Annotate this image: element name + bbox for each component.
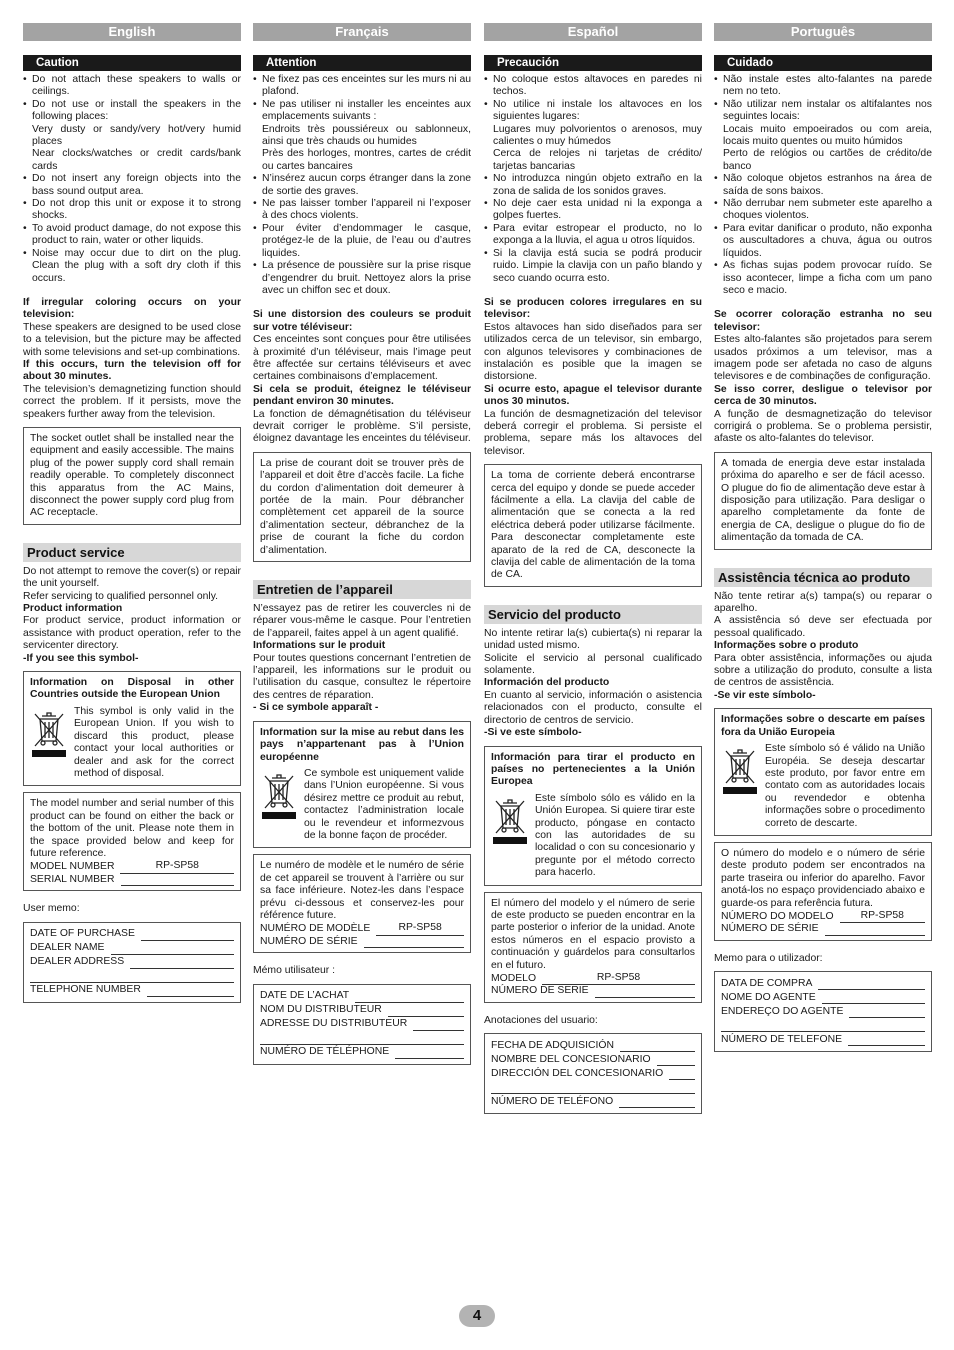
tv-heading-2: Si cela se produit, éteignez le téléviseur pendant environ 30 minutes. <box>253 383 471 408</box>
symbol-line: -Se vir este símbolo- <box>714 689 816 701</box>
column-es <box>484 23 702 1114</box>
language-header: Français <box>253 23 471 41</box>
tv-heading-2: If this occurs, turn the television off for about 30 minutes. <box>23 358 241 383</box>
memo-field <box>30 928 234 941</box>
memo-field-line[interactable] <box>30 970 234 983</box>
memo-field <box>30 970 234 983</box>
user-memo-box <box>23 922 241 1003</box>
service-text: No intente retirar la(s) cubierta(s) ni reparar la unidad usted mismo. <box>484 627 702 652</box>
model-number-note: The model number and serial number of this product can be found on either the back or the bottom of the unit. Please note them in the space provided below and keep for future reference. <box>30 798 234 859</box>
product-info-heading: Product information <box>23 603 123 615</box>
disposal-info-box <box>253 721 471 849</box>
socket-notice-box <box>253 452 471 562</box>
memo-field-line[interactable] <box>822 991 925 1004</box>
model-label: NÚMERO DO MODELO <box>721 910 834 922</box>
tv-heading: Se ocorrer coloração estranha no seu televisor: <box>714 309 932 333</box>
memo-field <box>491 1081 695 1094</box>
symbol-line: -If you see this symbol- <box>23 652 139 664</box>
service-title: Entretien de l’appareil <box>253 580 471 599</box>
caution-item <box>253 74 471 99</box>
user-memo-box <box>714 971 932 1052</box>
caution-item <box>714 173 932 198</box>
caution-item-text: • No utilice ni instale los altavoces en los siguientes lugares: <box>493 98 702 123</box>
memo-field <box>30 984 234 997</box>
model-value: RP-SP58 <box>120 860 234 873</box>
socket-notice: A tomada de energia deve estar instalada próxima do aparelho e ser de fácil acesso. O plugue do fio de alimentação deve estar à disposição para utilização. Para desligar o aparelho completamente da fonte de energia de CA, desligue o plugue do fio de alimentação da tomada de CA. <box>721 457 925 544</box>
user-memo-label: Anotaciones del usuario: <box>484 1014 598 1026</box>
caution-item <box>253 99 471 173</box>
memo-field-line[interactable] <box>141 928 234 941</box>
memo-field-line[interactable] <box>657 1053 695 1066</box>
memo-field-label: NÚMERO DE TELÉFONO <box>491 1095 614 1107</box>
tv-body: These speakers are designed to be used close to a television, but the picture may be affected with some televisions and set-up combinations. <box>23 321 241 358</box>
language-header: Español <box>484 23 702 41</box>
caution-title: Cuidado <box>714 55 932 71</box>
socket-notice: La prise de courant doit se trouver près de l’appareil et doit être d’accès facile. La fiche du cordon d’alimentation doit demeurer à portée de la main. Pour débrancher complètement cet appareil de la source d’alimentation secteur, débranchez de la prise de courant la fiche du cordon d’alimentation. <box>260 457 464 556</box>
caution-item <box>23 198 241 223</box>
service-title: Servicio del producto <box>484 605 702 624</box>
column-pt <box>714 23 932 1052</box>
memo-field-line[interactable] <box>395 1046 464 1059</box>
memo-field <box>30 956 234 969</box>
serial-line[interactable] <box>825 925 925 936</box>
serial-label: NÚMERO DE SERIE <box>491 985 589 997</box>
caution-item <box>253 173 471 198</box>
disposal-info-box <box>714 708 932 836</box>
service-text: Do not attempt to remove the cover(s) or repair the unit yourself. <box>23 565 241 590</box>
product-info-body: Pour toutes questions concernant l’entretien de l’appareil, les informations sur le produit ou l’utilisation du casque, consultez le répertoire des centres de réparation. <box>253 652 471 701</box>
service-title: Assistência técnica ao produto <box>714 568 932 587</box>
user-memo-label: Mémo utilisateur : <box>253 965 335 977</box>
memo-field <box>721 991 925 1004</box>
caution-item <box>484 99 702 173</box>
memo-field-label: ADRESSE DU DISTRIBUTEUR <box>260 1018 408 1030</box>
tv-body-2: La fonction de démagnétisation du téléviseur devrait corriger le problème. S’il persiste, éloignez davantage les enceintes du téléviseur. <box>253 408 471 445</box>
model-label: MODELO <box>491 973 537 984</box>
caution-item <box>714 198 932 223</box>
caution-item <box>484 248 702 285</box>
memo-field-label: DEALER ADDRESS <box>30 956 125 968</box>
memo-field-line[interactable] <box>147 984 234 997</box>
memo-field-line[interactable] <box>111 942 235 955</box>
caution-item-text: • Não coloque objetos estranhos na área de saída de sons baixos. <box>723 173 932 197</box>
serial-line[interactable] <box>364 937 464 948</box>
tv-body: Ces enceintes sont conçues pour être utilisées à proximité d’un téléviseur, mais l’image peut être affectée sur certains téléviseurs et avec certaines combinaisons d’emplacement. <box>253 334 471 383</box>
memo-field <box>721 1019 925 1032</box>
tv-heading: Si une distorsion des couleurs se produit sur votre téléviseur: <box>253 309 471 333</box>
service-text: Não tente retirar a(s) tampa(s) ou reparar o aparelho. <box>714 590 932 615</box>
memo-field-line[interactable] <box>620 1039 695 1052</box>
caution-item <box>484 198 702 223</box>
caution-item-text: • Do not drop this unit or expose it to strong shocks. <box>32 198 241 222</box>
tv-heading: If irregular coloring occurs on your television: <box>23 296 241 321</box>
socket-notice: La toma de corriente deberá encontrarse cerca del equipo y donde se puede acceder fácilmente a ella. La clavija del cable de alimentación que se conecta a la red eléctrica deberá poder utilizarse fácilmente. Para desconectar completamente este aparato de la red de CA, desconecte la clavija del cable de alimentación de la toma de CA. <box>491 470 695 581</box>
memo-field <box>491 1067 695 1080</box>
caution-item-text: • Si la clavija está sucia se podrá producir ruido. Limpie la clavija con un paño blando y seco cuando ocurra esto. <box>493 247 702 284</box>
tv-body-2: La función de desmagnetización del televisor deberá corregir el problema. Si persiste el problema, separe más los altavoces del televisor. <box>484 408 702 457</box>
user-memo-label: Memo para o utilizador: <box>714 952 823 964</box>
tv-body-2: The television’s demagnetizing function should correct the problem. If it persists, move the speakers further away from the television. <box>23 383 241 420</box>
model-number-box <box>484 892 702 1003</box>
crossed-bin-icon <box>491 793 529 845</box>
memo-field-label: DATE DE L’ACHAT <box>260 990 350 1002</box>
caution-item <box>23 223 241 248</box>
model-number-box <box>714 842 932 941</box>
caution-sub-item: Lugares muy polvorientos o arenosos, muy calientes o muy húmedos <box>493 123 702 148</box>
caution-item-text: • As fichas sujas podem provocar ruído. Se isso acontecer, limpe a ficha com um pano seco e macio. <box>723 260 932 296</box>
memo-field-line[interactable] <box>849 1005 925 1018</box>
caution-title: Attention <box>253 55 471 71</box>
caution-item <box>253 198 471 223</box>
memo-field-label: FECHA DE ADQUISICIÓN <box>491 1039 614 1051</box>
disposal-heading: Information on Disposal in other Countries outside the European Union <box>30 677 234 701</box>
caution-item-text: • To avoid product damage, do not expose this product to rain, water or other liquids. <box>32 222 241 247</box>
caution-sub-item: Endroits très poussiéreux ou sablonneux, ainsi que très chauds ou humides <box>262 123 471 148</box>
language-header: Português <box>714 23 932 41</box>
caution-sub-item: Locais muito empoeirados ou com areia, locais muito quentes ou muito húmidos <box>723 123 932 148</box>
caution-item-text: • Pour éviter d’endommager le casque, protégez-le de la pluie, de l’eau ou d’autres liquides. <box>262 222 471 259</box>
product-info-heading: Informations sur le produit <box>253 640 386 652</box>
caution-item-text: • N’insérez aucun corps étranger dans la zone de sortie des graves. <box>262 173 471 197</box>
crossed-bin-icon <box>721 743 759 795</box>
user-memo-box <box>253 984 471 1065</box>
user-memo-box <box>484 1033 702 1114</box>
model-value: RP-SP58 <box>840 910 925 923</box>
caution-item-text: • Não instale estes alto-falantes na parede nem no teto. <box>723 74 932 98</box>
model-number-note: El número del modelo y el número de serie de este producto se pueden encontrar en la parte posterior o inferior de la unidad. Anote estos números en el espacio provisto a continuación y guárdelos para consultarlos en el futuro. <box>491 897 695 971</box>
memo-field <box>721 1033 925 1046</box>
tv-heading-2: Se isso correr, desligue o televisor por cerca de 30 minutos. <box>714 383 932 408</box>
crossed-bin-icon <box>260 768 298 820</box>
memo-field <box>491 1053 695 1066</box>
service-text-2: Solicite el servicio al personal cualificado solamente. <box>484 652 702 677</box>
socket-notice-box <box>714 452 932 550</box>
serial-label: NUMÉRO DE SÉRIE <box>260 935 358 947</box>
model-label: MODEL NUMBER <box>30 861 115 873</box>
model-value: RP-SP58 <box>376 922 464 935</box>
caution-item-text: • No deje caer esta unidad ni la exponga a golpes fuertes. <box>493 198 702 222</box>
caution-item-text: • Para evitar estropear el producto, no lo exponga a la lluvia, el agua u otros líquidos. <box>493 222 702 247</box>
memo-field-label: NÚMERO DE TELEFONE <box>721 1033 843 1045</box>
memo-field <box>30 942 234 955</box>
crossed-bin-icon <box>30 706 68 758</box>
memo-field-line[interactable] <box>130 956 234 969</box>
caution-list <box>484 74 702 285</box>
language-header: English <box>23 23 241 41</box>
tv-heading: Si se producen colores irregulares en su televisor: <box>484 296 702 321</box>
disposal-body: Ce symbole est uniquement valide dans l’Union européenne. Si vous désirez mettre ce produit au rebut, contactez l’administration locale ou le revendeur et informezvous de la bonne façon de procéder. <box>304 767 464 841</box>
memo-field-line[interactable] <box>619 1095 695 1108</box>
memo-field <box>260 1004 464 1017</box>
model-number-box <box>23 792 241 891</box>
caution-item <box>484 173 702 198</box>
model-number-note: O número do modelo e o número de série deste produto podem ser encontrados na parte traseira ou inferior do aparelho. Favor anotá-los no espaço providenciado abaixo e guarde-os para referência futura. <box>721 847 925 909</box>
serial-label: SERIAL NUMBER <box>30 873 115 885</box>
memo-field <box>491 1039 695 1052</box>
memo-field-line[interactable] <box>491 1081 695 1094</box>
column-en <box>23 23 241 1003</box>
caution-item-text: • Ne pas utiliser ni installer les enceintes aux emplacements suivants : <box>262 98 471 123</box>
socket-notice-box <box>484 464 702 587</box>
service-text-2: Refer servicing to qualified personnel only. <box>23 590 219 602</box>
caution-item <box>714 99 932 173</box>
memo-field <box>260 990 464 1003</box>
caution-item <box>484 223 702 248</box>
service-title: Product service <box>23 543 241 562</box>
product-info-body: For product service, product information or assistance with product operation, refer to the servicenter directory. <box>23 615 241 652</box>
disposal-heading: Información para tirar el producto en países no pertenecientes a la Unión Europea <box>491 751 695 788</box>
tv-body-2: A função de desmagnetização do televisor corrigirá o problema. Se o problema persistir, afaste os alto-falantes do televisor. <box>714 408 932 445</box>
memo-field-line[interactable] <box>355 990 464 1003</box>
memo-field-label: DATA DE COMPRA <box>721 977 813 989</box>
memo-field-label: DATE OF PURCHASE <box>30 928 135 940</box>
memo-field-line[interactable] <box>413 1018 464 1031</box>
symbol-line: - Si ce symbole apparaît - <box>253 702 379 714</box>
caution-list <box>714 74 932 297</box>
model-number-note: Le numéro de modèle et le numéro de série de cet appareil se trouvent à l’arrière ou sur sa face inférieure. Notez-les dans l’espace prévu ci-dessous et conservez-les pour référence future. <box>260 860 464 921</box>
memo-field-label: NOMBRE DEL CONCESIONARIO <box>491 1053 651 1065</box>
disposal-info-box <box>484 746 702 886</box>
memo-field-label: DIRECCIÓN DEL CONCESIONARIO <box>491 1067 664 1079</box>
product-info-heading: Informações sobre o produto <box>714 640 859 652</box>
page-number: 4 <box>459 1305 495 1327</box>
column-fr <box>253 23 471 1065</box>
model-label: NUMÉRO DE MODÈLE <box>260 923 371 935</box>
user-memo-label: User memo: <box>23 903 80 915</box>
caution-item-text: • La présence de poussière sur la prise risque d’engendrer du bruit. Nettoyez alors la prise avec un chiffon sec et doux. <box>262 260 471 296</box>
caution-sub-item: Very dusty or sandy/very hot/very humid places <box>32 123 241 148</box>
caution-item <box>23 99 241 173</box>
memo-field-line[interactable] <box>388 1004 464 1017</box>
caution-item-text: • No coloque estos altavoces en paredes ni techos. <box>493 74 702 98</box>
caution-item-text: • Não derrubar nem submeter este aparelho a choques violentos. <box>723 198 932 222</box>
caution-item-text: • No introduzca ningún objeto extraño en la zona de salida de los sonidos graves. <box>493 173 702 197</box>
caution-title: Precaución <box>484 55 702 71</box>
model-number-box <box>253 854 471 953</box>
socket-notice-box <box>23 427 241 525</box>
symbol-line: -Si ve este símbolo- <box>484 727 582 739</box>
serial-line[interactable] <box>595 987 695 998</box>
tv-body: Estes alto-falantes são projetados para serem usados próximos a um televisor, mas a imagem pode ser afetada no caso de alguns televisores e de combinações de configuração. <box>714 334 932 383</box>
caution-sub-item: Perto de relógios ou cartões de crédito/de banco <box>723 148 932 172</box>
service-text-2: A assistência só deve ser efectuada por pessoal qualificado. <box>714 615 932 639</box>
disposal-heading: Information sur la mise au rebut dans les pays n’appartenant pas à l’Union européenne <box>260 726 464 763</box>
memo-field-line[interactable] <box>848 1033 925 1046</box>
caution-item <box>714 74 932 99</box>
memo-field <box>721 1005 925 1018</box>
memo-field-label: NOME DO AGENTE <box>721 991 816 1003</box>
disposal-info-box <box>23 671 241 786</box>
caution-item-text: • Noise may occur due to dirt on the plug. Clean the plug with a soft dry cloth if this occurs. <box>32 247 241 284</box>
caution-item-text: • Do not attach these speakers to walls or ceilings. <box>32 74 241 98</box>
tv-heading-2: Si ocurre esto, apague el televisor durante unos 30 minutos. <box>484 383 702 408</box>
memo-field <box>491 1095 695 1108</box>
memo-field-label: DEALER NAME <box>30 942 105 954</box>
disposal-body: This symbol is only valid in the European Union. If you wish to discard this product, please contact your local authorities or dealer and ask for the correct method of disposal. <box>74 705 234 779</box>
caution-item <box>23 248 241 285</box>
memo-field-label: TELEPHONE NUMBER <box>30 984 141 996</box>
disposal-body: Este símbolo só é válido na União Européia. Se deseja descartar este produto, por favor entre em contato com as autoridades locais ou revendedor e obtenha informações sobre o procedimento correto de descarte. <box>765 743 925 829</box>
memo-field-line[interactable] <box>260 1032 464 1045</box>
caution-title: Caution <box>23 55 241 71</box>
memo-field-line[interactable] <box>721 1019 925 1032</box>
memo-field-label: ENDEREÇO DO AGENTE <box>721 1005 844 1017</box>
caution-item <box>23 74 241 99</box>
memo-field <box>260 1046 464 1059</box>
caution-item <box>23 173 241 198</box>
memo-field-label: NOM DU DISTRIBUTEUR <box>260 1004 382 1016</box>
caution-sub-item: Near clocks/watches or credit cards/bank cards <box>32 148 241 172</box>
memo-field <box>260 1032 464 1045</box>
serial-label: NÚMERO DE SÉRIE <box>721 923 819 935</box>
memo-field-line[interactable] <box>669 1067 695 1080</box>
memo-field-line[interactable] <box>818 977 925 990</box>
caution-item-text: • Não utilizar nem instalar os altifalantes nos seguintes locais: <box>723 98 932 123</box>
model-value: RP-SP58 <box>542 972 695 985</box>
caution-item <box>484 74 702 99</box>
caution-list <box>23 74 241 285</box>
caution-item <box>714 260 932 297</box>
caution-item-text: • Do not use or install the speakers in the following places: <box>32 98 241 123</box>
caution-item-text: • Ne pas laisser tomber l’appareil ni l’exposer à des chocs violents. <box>262 198 471 222</box>
caution-item-text: • Para evitar danificar o produto, não exponha os auscultadores a chuva, água ou outros líquidos. <box>723 222 932 259</box>
serial-line[interactable] <box>121 875 235 886</box>
caution-item-text: • Do not insert any foreign objects into the bass sound output area. <box>32 173 241 197</box>
tv-body: Estos altavoces han sido diseñados para ser utilizados cerca de un televisor, sin embargo, con algunos televisores y combinaciones de instalación es posible que la imagen se distorsione. <box>484 321 702 383</box>
product-info-body: Para obter assistência, informações ou ajuda sobre a utilização do produto, consulte a lista de centros de assistência. <box>714 652 932 689</box>
caution-sub-item: Près des horloges, montres, cartes de crédit ou cartes bancaires <box>262 148 471 172</box>
memo-field <box>721 977 925 990</box>
caution-list <box>253 74 471 297</box>
caution-item <box>253 223 471 260</box>
memo-field <box>260 1018 464 1031</box>
caution-item-text: • Ne fixez pas ces enceintes sur les murs ni au plafond. <box>262 74 471 98</box>
service-text: N’essayez pas de retirer les couvercles ni de réparer vous-même le casque. Pour l’entretien de l’appareil, faites appel à un agent qualifié. <box>253 603 471 639</box>
caution-item <box>714 223 932 260</box>
disposal-body: Este símbolo sólo es válido en la Unión Europea. Si quiere tirar este producto, póngase en contacto con las autoridades de su localidad o con su concesionario y pregunte por el método correcto para hacerlo. <box>535 792 695 879</box>
socket-notice: The socket outlet shall be installed near the equipment and easily accessible. The mains plug of the power supply cord shall remain readily operable. To completely disconnect this apparatus from the AC Mains, disconnect the power supply cord plug from AC receptacle. <box>30 432 234 519</box>
disposal-heading: Informações sobre o descarte em países fora da União Europeia <box>721 714 925 738</box>
product-info-heading: Información del producto <box>484 677 610 689</box>
product-info-body: En cuanto al servicio, información o asistencia relacionados con el producto, consulte el directorio de centros de servicio. <box>484 689 702 726</box>
caution-sub-item: Cerca de relojes ni tarjetas de crédito/ tarjetas bancarias <box>493 148 702 172</box>
memo-field-label: NUMÉRO DE TÉLÉPHONE <box>260 1046 390 1058</box>
caution-item <box>253 260 471 297</box>
